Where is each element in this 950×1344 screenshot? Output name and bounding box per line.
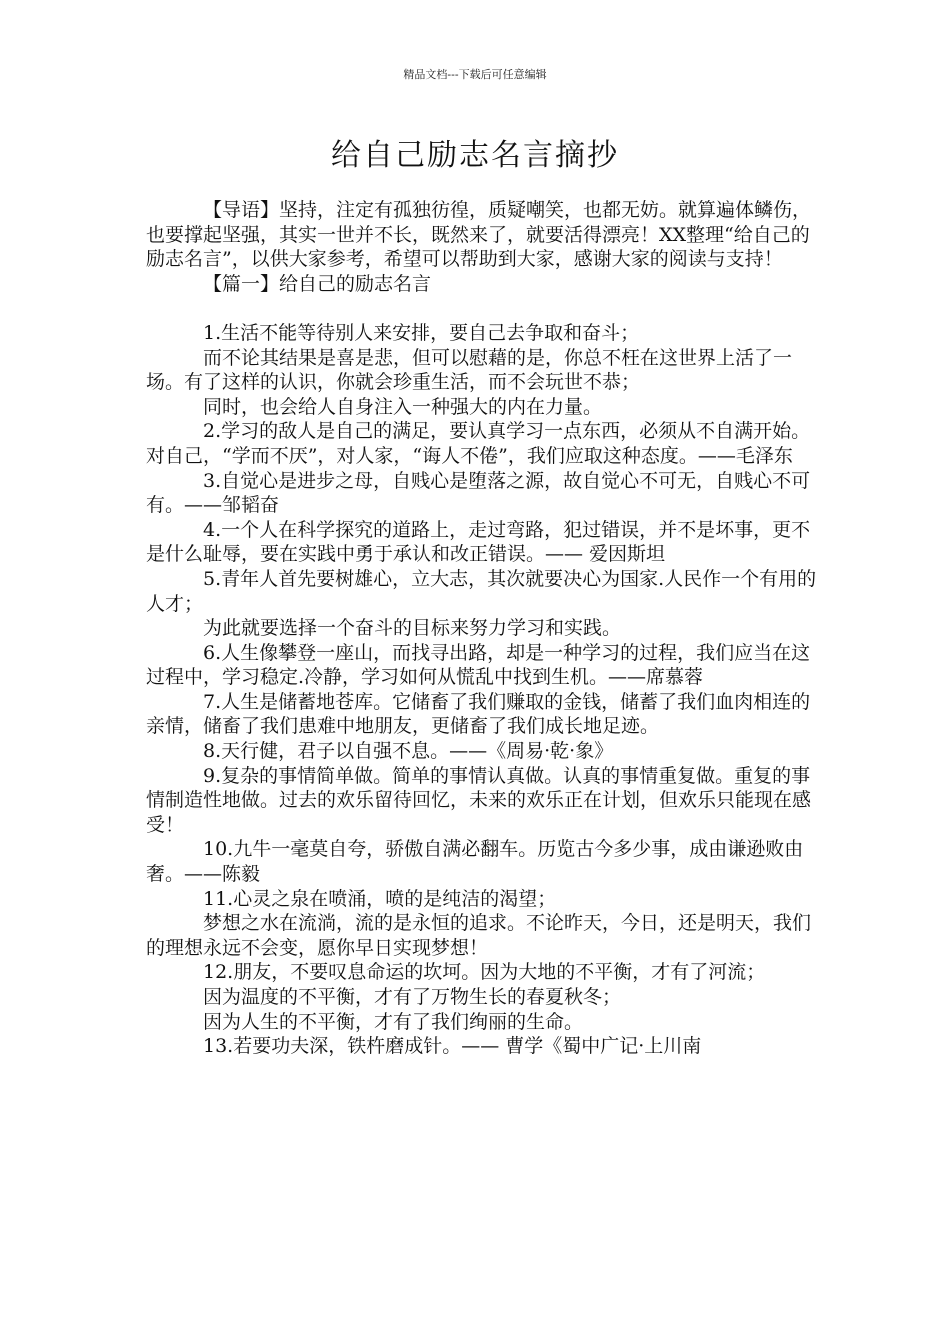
- paragraph: 7.人生是储蓄地苍库。它储畜了我们赚取的金钱，储蓄了我们血肉相连的亲情，储畜了我们患难中地朋友，更储畜了我们成长地足迹。: [146, 690, 811, 738]
- paragraph: 11.心灵之泉在喷涌，喷的是纯洁的渴望；: [203, 887, 557, 910]
- paragraph: 8.天行健，君子以自强不息。——《周易·乾·象》: [203, 740, 614, 763]
- blank-line: [146, 296, 822, 321]
- paragraph: 因为人生的不平衡，才有了我们绚丽的生命。: [203, 1010, 584, 1033]
- page-header: 精品文档---下载后可任意编辑: [403, 68, 547, 81]
- paragraph: 2.学习的敌人是自己的满足，要认真学习一点东西，必须从不自满开始。对自己，“学而不厌”，对人家，“诲人不倦”，我们应取这种态度。——毛泽东: [146, 420, 811, 467]
- paragraph: 梦想之水在流淌，流的是永恒的追求。不论昨天，今日，还是明天，我们的理想永远不会变，愿你早日实现梦想！: [146, 912, 812, 959]
- paragraph: 9.复杂的事情简单做。简单的事情认真做。认真的事情重复做。重复的事情制造性地做。过去的欢乐留待回忆，未来的欢乐正在计划，但欢乐只能现在感受！: [146, 764, 812, 836]
- paragraph: 5.青年人首先要树雄心，立大志，其次就要决心为国家.人民作一个有用的人才；: [146, 567, 817, 615]
- paragraph: 【导语】坚持，注定有孤独彷徨，质疑嘲笑，也都无妨。就算遍体鳞伤，也要撑起坚强，其实一世并不长，既然来了，就要活得漂亮！XX整理“给自己的励志名言”，以供大家参考，希望可以帮助到大家，感谢大家的阅读与支持！: [146, 199, 812, 271]
- paragraph: 同时，也会给人自身注入一种强大的内在力量。: [203, 395, 603, 418]
- document-title: 给自己励志名言摘抄: [331, 138, 619, 173]
- paragraph: 1.生活不能等待别人来安排，要自己去争取和奋斗；: [203, 321, 640, 344]
- paragraph: 3.自觉心是进步之母，自贱心是堕落之源，故自觉心不可无，自贱心不可有。——邹韬奋: [146, 469, 811, 517]
- paragraph: 而不论其结果是喜是悲，但可以慰藉的是，你总不枉在这世界上活了一场。有了这样的认识，你就会珍重生活，而不会玩世不恭；: [146, 346, 793, 394]
- document-body: [146, 198, 822, 1059]
- paragraph: 10.九牛一毫莫自夸，骄傲自满必翻车。历览古今多少事，成由谦逊败由奢。——陈毅: [146, 838, 804, 886]
- section-heading: 【篇一】给自己的励志名言: [203, 272, 432, 295]
- paragraph: 12.朋友，不要叹息命运的坎坷。因为大地的不平衡，才有了河流；: [203, 961, 766, 984]
- paragraph: 为此就要选择一个奋斗的目标来努力学习和实践。: [203, 617, 622, 640]
- paragraph: 6.人生像攀登一座山，而找寻出路，却是一种学习的过程，我们应当在这过程中，学习稳定.冷静，学习如何从慌乱中找到生机。——席慕蓉: [146, 641, 811, 689]
- paragraph: 因为温度的不平衡，才有了万物生长的春夏秋冬；: [203, 986, 622, 1008]
- paragraph: 13.若要功夫深，铁杵磨成针。—— 曹学《蜀中广记·上川南: [203, 1035, 702, 1058]
- paragraph: 4.一个人在科学探究的道路上，走过弯路，犯过错误，并不是坏事，更不是什么耻辱，要在实践中勇于承认和改正错误。—— 爱因斯坦: [146, 518, 811, 566]
